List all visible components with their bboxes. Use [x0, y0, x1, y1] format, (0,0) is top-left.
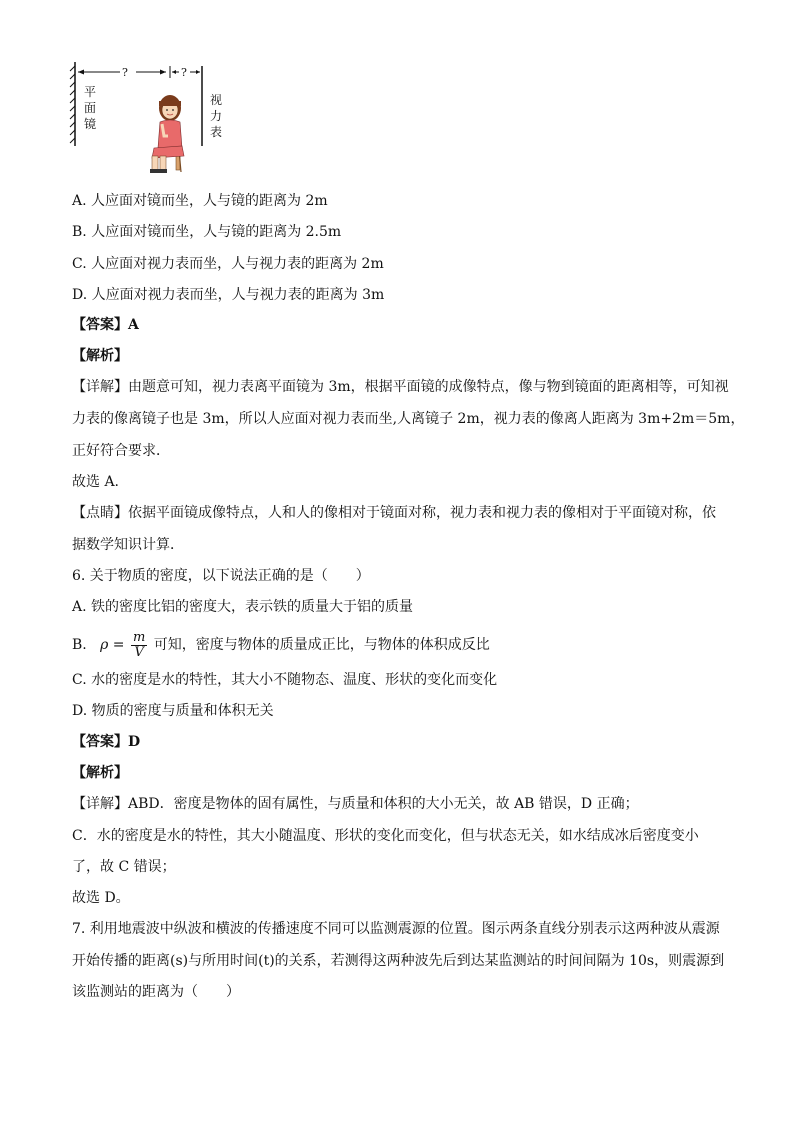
q6-detail-line-1: 【详解】ABD．密度是物体的固有属性，与质量和体积的大小无关，故 AB 错误，D 正确； [72, 796, 639, 812]
fraction-numerator: m [132, 629, 146, 645]
q6-option-d: D. 物质的密度与质量和体积无关 [72, 703, 274, 719]
q5-choose: 故选 A. [72, 474, 120, 490]
q6-option-b-letter: B. [72, 637, 87, 653]
q6-answer: 【答案】D [72, 734, 141, 750]
distance-right-label: ? [181, 66, 187, 79]
q7-stem-line-1: 7. 利用地震波中纵波和横波的传播速度不同可以监测震源的位置。图示两条直线分别表示这两种波从震源 [72, 921, 720, 937]
q6-detail-line-3: 了，故 C 错误； [72, 859, 176, 875]
q6-detail-line-2: C．水的密度是水的特性，其大小随温度、形状的变化而变化，但与状态无关，如水结成冰后密度变小 [72, 828, 699, 844]
q5-option-d: D. 人应面对视力表而坐，人与视力表的距离为 3m [72, 287, 385, 303]
density-formula-fraction [131, 631, 147, 660]
q6-option-b [72, 630, 490, 660]
q5-detail-line-1: 【详解】由题意可知，视力表离平面镜为 3m，根据平面镜的成像特点，像与物到镜面的距离相等，可知视 [72, 379, 729, 395]
q7-stem-line-2: 开始传播的距离(s)与所用时间(t)的关系，若测得这两种波先后到达某监测站的时间间隔为 10s，则震源到 [72, 953, 725, 969]
q5-option-b: B. 人应面对镜而坐，人与镜的距离为 2.5m [72, 224, 342, 240]
q5-detail-line-2: 力表的像离镜子也是 3m，所以人应面对视力表而坐,人离镜子 2m，视力表的像离人距离为 3m+2m＝5m， [72, 411, 745, 427]
fraction-denominator: V [134, 644, 144, 660]
q5-option-a: A. 人应面对镜而坐，人与镜的距离为 2m [72, 193, 328, 209]
q6-option-a: A. 铁的密度比铝的密度大，表示铁的质量大于铝的质量 [72, 599, 414, 615]
q6-stem: 6. 关于物质的密度，以下说法正确的是（ ） [72, 568, 370, 584]
q6-analysis-heading: 【解析】 [72, 765, 128, 781]
q7-stem-line-3: 该监测站的距离为（ ） [72, 984, 240, 1000]
q5-comment-line-2: 据数学知识计算． [72, 537, 184, 553]
q5-analysis-heading: 【解析】 [72, 348, 128, 364]
q5-answer: 【答案】A [72, 317, 139, 333]
q6-choose: 故选 D。 [72, 890, 130, 906]
q5-option-c: C. 人应面对视力表而坐，人与视力表的距离为 2m [72, 256, 384, 272]
q6-option-c: C. 水的密度是水的特性，其大小不随物态、温度、形状的变化而变化 [72, 672, 498, 688]
distance-left-label: ? [122, 66, 128, 79]
q5-detail-line-3: 正好符合要求． [72, 443, 170, 459]
q5-comment-line-1: 【点睛】依据平面镜成像特点，人和人的像相对于镜面对称，视力表和视力表的像相对于平面镜对称，依 [72, 505, 716, 521]
density-formula-lhs: ρ = [100, 637, 125, 653]
mirror-label: 平面镜 [84, 85, 97, 131]
mirror-chart-figure [66, 60, 226, 180]
eye-chart-label: 视力表 [210, 93, 223, 139]
q6-option-b-text: 可知，密度与物体的质量成正比，与物体的体积成反比 [153, 637, 490, 653]
